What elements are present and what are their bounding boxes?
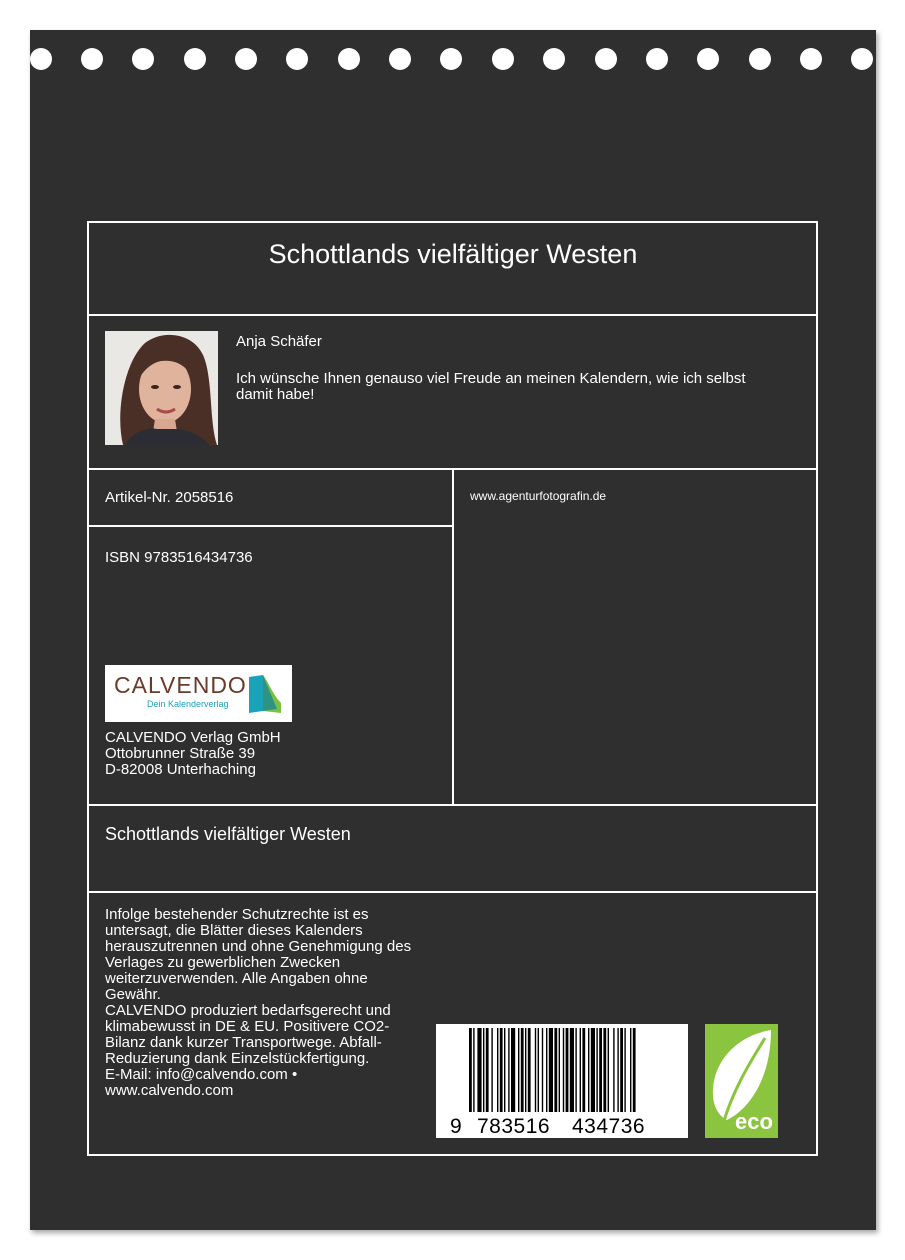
logo-tagline: Dein Kalenderverlag — [147, 699, 229, 709]
barcode-bar — [566, 1028, 569, 1112]
barcode-bar — [500, 1028, 503, 1112]
binding-hole — [851, 48, 873, 70]
barcode-bar — [546, 1028, 547, 1112]
barcode-bar — [608, 1028, 609, 1112]
barcode-bar — [511, 1028, 515, 1112]
barcode-bar — [518, 1028, 519, 1112]
barcode-bar — [624, 1028, 625, 1112]
divider — [452, 468, 454, 805]
barcode-bar — [525, 1028, 526, 1112]
isbn: ISBN 9783516434736 — [105, 549, 253, 566]
barcode-bar — [497, 1028, 498, 1112]
barcode-bar — [542, 1028, 543, 1112]
barcode-bar — [535, 1028, 536, 1112]
barcode-bar — [599, 1028, 602, 1112]
barcode-digits-left: 783516 — [477, 1115, 551, 1138]
barcode-bar — [603, 1028, 606, 1112]
logo-mark-icon — [247, 673, 283, 715]
legal-notice: Infolge bestehender Schutzrechte ist es untersagt, die Blätter dieses Kalenders herauszutrennen und ohne Genehmigung des Verlages zu gewerblichen Zwecken weiterzuverwenden. Alle Angaben ohne Gewähr. CALVENDO produziert bedarfsgerecht und klimabewusst in DE & EU. Positivere CO2- Bilanz dank kurzer Transportwege. Abfall- Reduzierung dank Einzelstückfertigung. E-Mail: info@calvendo.com • www.calvendo.com — [105, 906, 412, 1099]
divider — [87, 314, 818, 316]
publisher-address: CALVENDO Verlag GmbH Ottobrunner Straße 39 D-82008 Unterhaching — [105, 729, 281, 778]
binding-hole — [646, 48, 668, 70]
barcode-bar — [613, 1028, 614, 1112]
binding-hole — [30, 48, 52, 70]
calvendo-logo — [105, 665, 292, 722]
article-number: Artikel-Nr. 2058516 — [105, 489, 234, 506]
barcode-bar — [591, 1028, 595, 1112]
binding-hole — [235, 48, 257, 70]
author-message: Ich wünsche Ihnen genauso viel Freude an meinen Kalendern, wie ich selbst damit habe! — [236, 370, 746, 403]
calendar-subtitle: Schottlands vielfältiger Westen — [105, 824, 351, 844]
barcode-bar — [473, 1028, 474, 1112]
barcode-bar — [504, 1028, 505, 1112]
binding-hole — [286, 48, 308, 70]
binding-hole — [132, 48, 154, 70]
barcode-bar — [477, 1028, 481, 1112]
divider — [87, 891, 818, 893]
barcode-bar — [588, 1028, 589, 1112]
eco-badge — [705, 1024, 778, 1138]
binding-hole — [543, 48, 565, 70]
isbn-barcode — [436, 1024, 688, 1138]
logo-wordmark: CALVENDO — [114, 672, 247, 698]
barcode-bar — [528, 1028, 531, 1112]
barcode-bar — [563, 1028, 564, 1112]
barcode-digit-first: 9 — [450, 1115, 462, 1138]
author-website-link[interactable]: www.agenturfotografin.de — [470, 489, 607, 503]
barcode-bar — [582, 1028, 585, 1112]
barcode-bars — [436, 1024, 688, 1138]
binding-hole — [81, 48, 103, 70]
barcode-bar — [559, 1028, 560, 1112]
barcode-bar — [620, 1028, 623, 1112]
barcode-bar — [633, 1028, 636, 1112]
barcode-bar — [575, 1028, 576, 1112]
barcode-bar — [538, 1028, 539, 1112]
binding-hole — [389, 48, 411, 70]
binding-hole — [697, 48, 719, 70]
barcode-bar — [630, 1028, 631, 1112]
calendar-title: Schottlands vielfältiger Westen — [268, 239, 638, 269]
binding-hole — [595, 48, 617, 70]
barcode-bar — [617, 1028, 618, 1112]
eco-label: eco — [735, 1109, 773, 1134]
barcode-bar — [469, 1028, 472, 1112]
barcode-bar — [486, 1028, 489, 1112]
author-photo — [105, 331, 218, 445]
barcode-bar — [580, 1028, 581, 1112]
author-name: Anja Schäfer — [236, 333, 322, 350]
binding-hole — [184, 48, 206, 70]
barcode-digits-right: 434736 — [572, 1115, 646, 1138]
binding-hole — [338, 48, 360, 70]
barcode-bar — [596, 1028, 597, 1112]
binding-hole — [749, 48, 771, 70]
binding-hole — [492, 48, 514, 70]
binding-hole — [440, 48, 462, 70]
barcode-bar — [483, 1028, 484, 1112]
barcode-bar — [570, 1028, 574, 1112]
binding-hole — [800, 48, 822, 70]
barcode-bar — [549, 1028, 553, 1112]
divider — [87, 804, 818, 806]
divider — [87, 525, 454, 527]
barcode-bar — [491, 1028, 492, 1112]
barcode-bar — [508, 1028, 509, 1112]
barcode-bar — [521, 1028, 524, 1112]
barcode-bar — [554, 1028, 557, 1112]
